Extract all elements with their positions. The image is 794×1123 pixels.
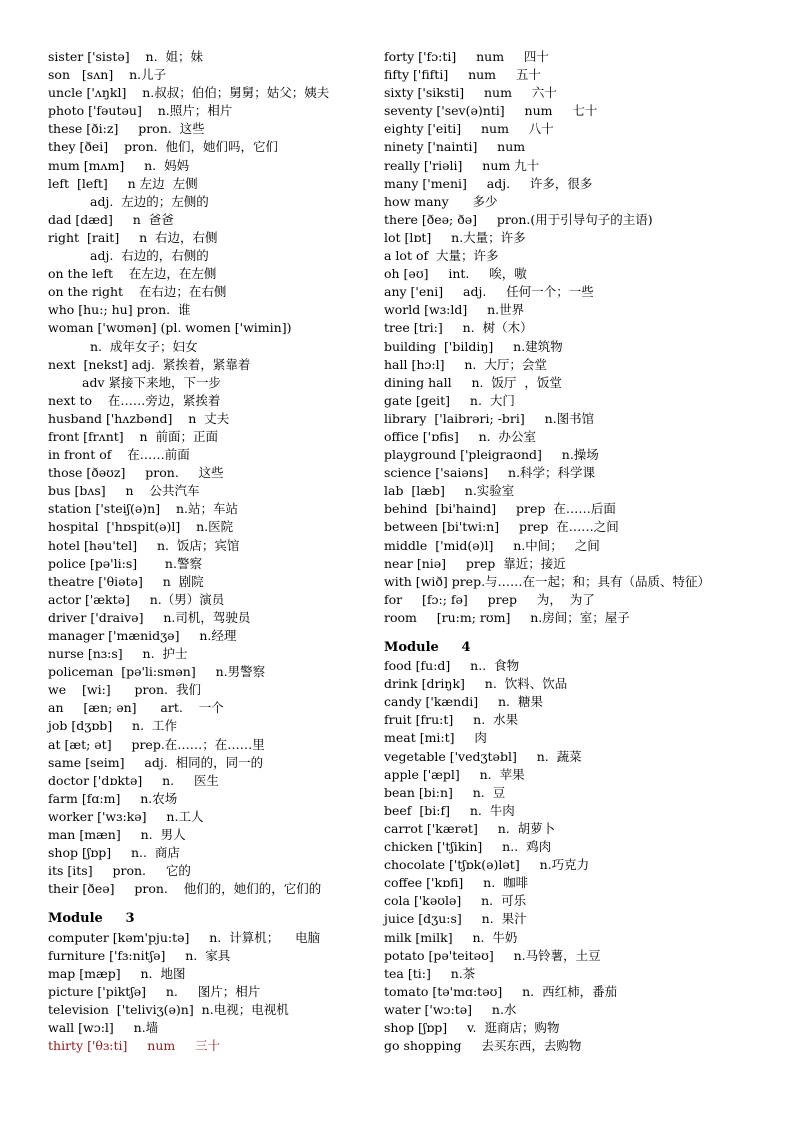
vocab-entry: there [ðeə; ðə] pron.(用于引导句子的主语) (384, 211, 653, 227)
vocab-entry: who [hu:; hu] pron. 谁 (48, 302, 191, 318)
vocab-entry: carrot ['kærət] n. 胡萝卜 (384, 820, 556, 836)
vocab-entry: hospital ['hɒspit(ə)l] n.医院 (48, 519, 234, 535)
vocab-entry: beef [bi:f] n. 牛肉 (384, 802, 515, 818)
vocab-entry: television ['teliviʒ(ə)n] n.电视；电视机 (48, 1001, 289, 1017)
vocab-entry: wall [wɔ:l] n.墙 (48, 1019, 159, 1035)
vocab-entry: same [seim] adj. 相同的，同一的 (48, 754, 264, 770)
vocab-entry: cola ['kəʊlə] n. 可乐 (384, 893, 527, 909)
vocab-entry: middle ['mid(ə)l] n.中间； 之间 (384, 537, 600, 553)
module-heading: Module 4 (384, 640, 471, 655)
vocab-entry: room [ru:m; rʊm] n.房间；室；屋子 (384, 609, 630, 625)
vocab-entry: bus [bʌs] n 公共汽车 (48, 483, 200, 499)
vocab-entry: oh [əʊ] int. 唉，嗷 (384, 266, 527, 282)
vocab-entry: worker ['wɜ:kə] n.工人 (48, 808, 204, 824)
vocab-entry: candy ['kændi] n. 糖果 (384, 694, 543, 710)
vocab-entry: left [left] n 左边 左侧 (48, 175, 198, 191)
vocab-entry: driver ['draivə] n.司机，驾驶员 (48, 609, 251, 625)
vocab-entry: man [mæn] n. 男人 (48, 827, 186, 843)
spacer (48, 898, 378, 910)
vocab-entry: on the right 在右边；在右侧 (48, 284, 227, 300)
vocab-entry: tree [tri:] n. 树（木） (384, 320, 533, 336)
vocab-entry: those [ðəʊz] pron. 这些 (48, 465, 224, 481)
vocab-entry: right [rait] n 右边，右侧 (48, 229, 218, 245)
vocab-entry: photo ['fəutəu] n.照片；相片 (48, 103, 233, 119)
left-column (48, 48, 378, 1055)
vocab-entry: woman ['wʊmən] (pl. women ['wimin]) (48, 320, 292, 336)
vocab-entry: water ['wɔ:tə] n.水 (384, 1001, 517, 1017)
vocab-entry: office ['ɒfis] n. 办公室 (384, 428, 537, 444)
vocab-entry: on the left 在左边，在左侧 (48, 266, 217, 282)
vocab-entry: mum [mʌm] n. 妈妈 (48, 157, 190, 173)
vocab-entry: son [sʌn] n.儿子 (48, 67, 167, 83)
vocab-entry: hotel [həu'tel] n. 饭店；宾馆 (48, 537, 240, 553)
vocab-entry: police [pə'li:s] n.警察 (48, 555, 202, 571)
spacer (384, 627, 784, 639)
right-column (384, 48, 784, 1055)
vocab-entry: picture ['piktʃə] n. 图片；相片 (48, 983, 261, 999)
vocab-entry: many ['meni] adj. 许多，很多 (384, 175, 593, 191)
vocab-entry: near [niə] prep 靠近；接近 (384, 555, 566, 571)
vocab-entry: any ['eni] adj. 任何一个；一些 (384, 284, 594, 300)
vocab-entry: ninety ['nainti] num (384, 139, 526, 155)
vocab-entry: drink [driŋk] n. 饮料、饮品 (384, 676, 568, 692)
vocab-entry: adj. 右边的，右侧的 (90, 248, 209, 264)
vocab-entry: chicken ['tʃikin] n.. 鸡肉 (384, 839, 552, 855)
vocab-entry: sister ['sistə] n. 姐；妹 (48, 49, 203, 64)
vocab-entry: policeman [pə'li:smən] n.男警察 (48, 664, 266, 680)
vocab-entry: eighty ['eiti] num 八十 (384, 121, 554, 137)
vocab-entry: husband ['hʌzbənd] n 丈夫 (48, 410, 230, 426)
vocab-entry: milk [milk] n. 牛奶 (384, 929, 518, 945)
vocab-entry: vegetable ['vedʒtəbl] n. 蔬菜 (384, 748, 582, 764)
vocab-entry: furniture ['fɜ:nitʃə] n. 家具 (48, 947, 231, 963)
vocab-entry: juice [dʒu:s] n. 果汁 (384, 911, 527, 927)
vocab-entry: food [fu:d] n.. 食物 (384, 658, 520, 674)
vocab-entry: uncle ['ʌŋkl] n.叔叔；伯伯；舅舅；姑父；姨夫 (48, 85, 330, 101)
vocab-entry: between [bi'twi:n] prep 在……之间 (384, 519, 619, 535)
module-heading: Module 3 (48, 911, 135, 927)
vocab-entry: n. 成年女子；妇女 (90, 338, 198, 354)
vocab-entry: gate [geit] n. 大门 (384, 392, 515, 408)
vocab-entry: building ['bildiŋ] n.建筑物 (384, 338, 563, 354)
vocab-entry: an [æn; ən] art. 一个 (48, 700, 224, 716)
vocab-entry: dining hall n. 饭厅 ，饭堂 (384, 374, 562, 390)
vocab-entry: behind [bi'haind] prep 在……后面 (384, 501, 616, 517)
vocab-entry: hall [hɔ:l] n. 大厅；会堂 (384, 356, 547, 372)
vocab-entry: go shopping 去买东西，去购物 (384, 1038, 582, 1054)
vocab-entry: chocolate ['tʃɒk(ə)lət] n.巧克力 (384, 857, 590, 873)
vocab-entry: for [fɔ:; fə] prep 为， 为了 (384, 591, 595, 607)
vocab-entry: actor ['æktə] n.（男）演员 (48, 591, 225, 607)
vocab-entry: next [nekst] adj. 紧挨着，紧靠着 (48, 356, 251, 372)
vocab-entry: bean [bi:n] n. 豆 (384, 784, 506, 800)
vocab-entry: farm [fɑ:m] n.农场 (48, 790, 178, 806)
vocab-entry: doctor ['dɒktə] n. 医生 (48, 772, 219, 788)
vocab-entry: next to 在……旁边，紧挨着 (48, 392, 221, 408)
vocab-entry: front [frʌnt] n 前面；正面 (48, 428, 219, 444)
vocab-entry: with [wið] prep.与……在一起；和；具有（品质、特征） (384, 573, 711, 589)
vocab-entry: job [dʒɒb] n. 工作 (48, 718, 178, 734)
vocab-entry: manager ['mænidʒə] n.经理 (48, 628, 237, 643)
vocab-entry: a lot of 大量；许多 (384, 248, 499, 264)
vocab-entry: theatre ['θiətə] n 剧院 (48, 573, 204, 589)
vocab-entry: station ['steiʃ(ə)n] n.站；车站 (48, 501, 238, 517)
vocab-entry: adj. 左边的；左侧的 (90, 193, 209, 209)
vocab-entry: thirty ['θɜ:ti] num 三十 (48, 1038, 221, 1054)
vocab-entry: potato [pə'teitəʊ] n.马铃薯，土豆 (384, 947, 601, 963)
vocab-entry: world [wɜ:ld] n.世界 (384, 302, 525, 318)
vocab-entry: these [ði:z] pron. 这些 (48, 121, 205, 137)
vocab-entry: apple ['æpl] n. 苹果 (384, 766, 525, 782)
vocab-entry: dad [dæd] n 爸爸 (48, 211, 174, 227)
vocab-entry: shop [ʃɒp] v. 逛商店；购物 (384, 1019, 560, 1035)
vocab-entry: tomato [tə'mɑ:təʊ] n. 西红柿，番茄 (384, 983, 618, 999)
vocab-entry: really ['riəli] num 九十 (384, 157, 540, 173)
vocab-entry: shop [ʃɒp] n.. 商店 (48, 845, 180, 861)
vocab-entry: they [ðei] pron. 他们，她们吗，它们 (48, 139, 279, 155)
vocab-entry: forty ['fɔ:ti] num 四十 (384, 49, 549, 64)
vocab-entry: map [mæp] n. 地图 (48, 965, 186, 981)
vocab-entry: playground ['pleigraʊnd] n.操场 (384, 447, 599, 463)
vocab-entry: library ['laibrəri; -bri] n.图书馆 (384, 410, 595, 426)
vocab-entry: at [æt; ət] prep.在……；在……里 (48, 736, 265, 752)
vocab-entry: sixty ['siksti] num 六十 (384, 85, 557, 101)
vocab-entry: fifty ['fifti] num 五十 (384, 67, 541, 83)
vocab-entry: computer [kəm'pju:tə] n. 计算机； 电脑 (48, 929, 321, 945)
vocab-entry: lab [læb] n.实验室 (384, 483, 515, 499)
vocab-entry: we [wi:] pron. 我们 (48, 682, 201, 698)
vocab-entry: its [its] pron. 它的 (48, 863, 191, 879)
vocab-entry: coffee ['kɒfi] n. 咖啡 (384, 875, 529, 891)
vocab-entry: adv 紧接下来地，下一步 (82, 374, 221, 390)
vocab-entry: tea [ti:] n.茶 (384, 965, 476, 981)
vocab-entry: seventy ['sev(ə)nti] num 七十 (384, 103, 598, 119)
vocab-entry: meat [mi:t] 肉 (384, 730, 487, 746)
vocab-entry: fruit [fru:t] n. 水果 (384, 712, 519, 728)
vocab-entry: science ['saiəns] n.科学；科学课 (384, 465, 596, 481)
vocab-entry: their [ðeə] pron. 他们的，她们的，它们的 (48, 881, 322, 897)
vocab-entry: how many 多少 (384, 193, 498, 209)
vocab-entry: nurse [nɜ:s] n. 护士 (48, 646, 188, 662)
vocab-entry: lot [lɒt] n.大量；许多 (384, 229, 526, 245)
vocab-entry: in front of 在……前面 (48, 447, 190, 463)
